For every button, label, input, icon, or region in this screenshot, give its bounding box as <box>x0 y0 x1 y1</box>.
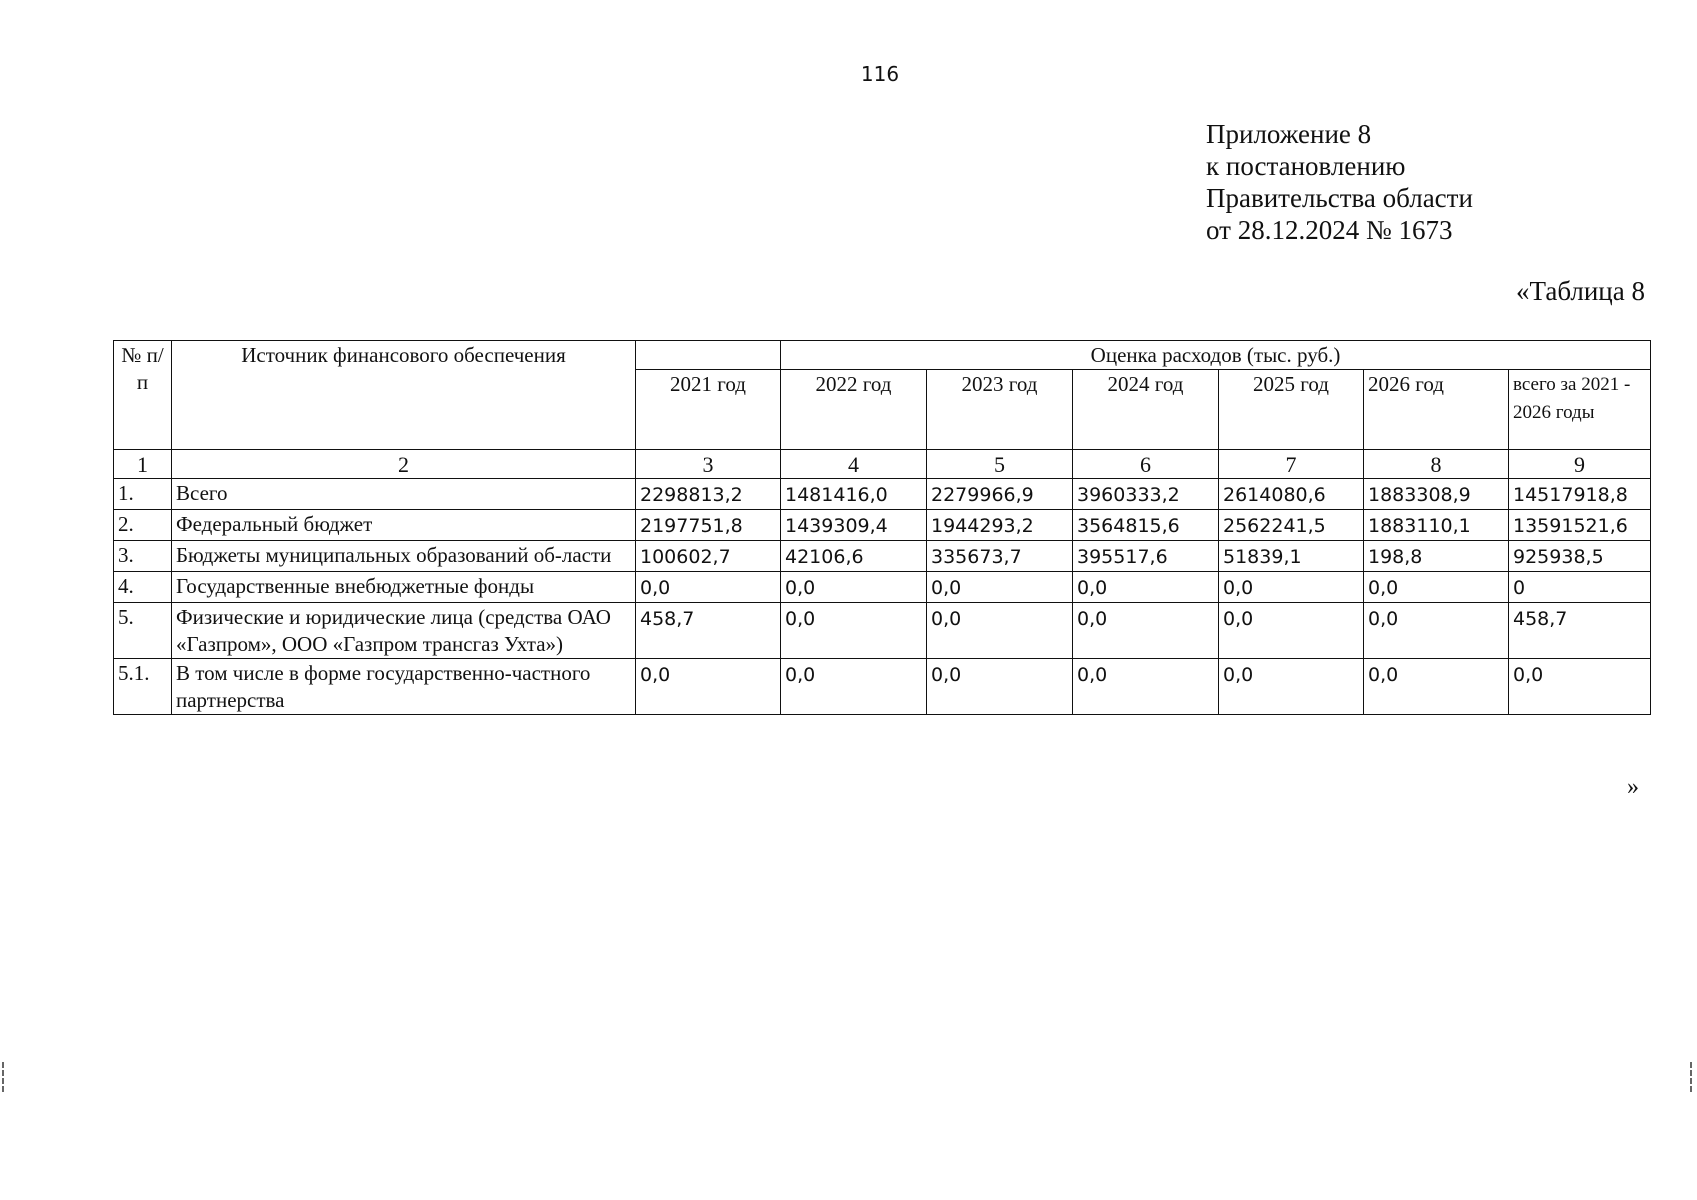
table-row <box>114 659 1651 715</box>
value-cell: 0,0 <box>781 572 927 603</box>
row-source: Федеральный бюджет <box>172 510 636 541</box>
header-source: Источник финансового обеспечения <box>172 341 636 450</box>
value-cell: 0,0 <box>1364 659 1509 715</box>
header-empty-cell <box>636 341 781 370</box>
total-cell: 14517918,8 <box>1509 479 1651 510</box>
table-row <box>114 603 1651 659</box>
value-cell: 458,7 <box>636 603 781 659</box>
value-cell: 1944293,2 <box>927 510 1073 541</box>
row-source: Физические и юридические лица (средства ОАО «Газпром», ООО «Газпром трансгаз Ухта») <box>172 603 636 659</box>
value-cell: 0,0 <box>1219 572 1364 603</box>
table-row <box>114 541 1651 572</box>
column-number: 3 <box>636 450 781 479</box>
value-cell: 1883110,1 <box>1364 510 1509 541</box>
value-cell: 2197751,8 <box>636 510 781 541</box>
column-number: 5 <box>927 450 1073 479</box>
header-row-1 <box>114 341 1651 370</box>
closing-quote: » <box>1627 774 1639 800</box>
value-cell: 2279966,9 <box>927 479 1073 510</box>
header-estimate: Оценка расходов (тыс. руб.) <box>781 341 1651 370</box>
value-cell: 0,0 <box>1219 603 1364 659</box>
financing-table <box>113 340 1651 715</box>
value-cell: 0,0 <box>1073 659 1219 715</box>
total-cell: 458,7 <box>1509 603 1651 659</box>
appendix-header <box>1206 118 1473 246</box>
value-cell: 1439309,4 <box>781 510 927 541</box>
value-cell: 2614080,6 <box>1219 479 1364 510</box>
value-cell: 0,0 <box>781 603 927 659</box>
value-cell: 3960333,2 <box>1073 479 1219 510</box>
row-number: 3. <box>114 541 172 572</box>
value-cell: 0,0 <box>1219 659 1364 715</box>
value-cell: 2298813,2 <box>636 479 781 510</box>
value-cell: 0,0 <box>1073 603 1219 659</box>
scan-margin-mark <box>1690 1062 1695 1092</box>
header-year: 2023 год <box>927 370 1073 450</box>
column-number: 1 <box>114 450 172 479</box>
appendix-line: к постановлению <box>1206 151 1406 181</box>
total-cell: 0 <box>1509 572 1651 603</box>
header-year: 2022 год <box>781 370 927 450</box>
row-source: Бюджеты муниципальных образований об-ласти <box>172 541 636 572</box>
row-number: 5. <box>114 603 172 659</box>
scan-margin-mark <box>2 1062 7 1092</box>
column-number: 8 <box>1364 450 1509 479</box>
column-number: 7 <box>1219 450 1364 479</box>
value-cell: 0,0 <box>636 572 781 603</box>
value-cell: 2562241,5 <box>1219 510 1364 541</box>
value-cell: 100602,7 <box>636 541 781 572</box>
header-year: 2021 год <box>636 370 781 450</box>
table-row <box>114 572 1651 603</box>
value-cell: 51839,1 <box>1219 541 1364 572</box>
column-number-row <box>114 450 1651 479</box>
header-total: всего за 2021 - 2026 годы <box>1509 370 1651 450</box>
total-cell: 13591521,6 <box>1509 510 1651 541</box>
row-number: 1. <box>114 479 172 510</box>
row-number: 5.1. <box>114 659 172 715</box>
value-cell: 3564815,6 <box>1073 510 1219 541</box>
row-number: 4. <box>114 572 172 603</box>
value-cell: 0,0 <box>636 659 781 715</box>
appendix-line: Правительства области <box>1206 183 1473 213</box>
value-cell: 1883308,9 <box>1364 479 1509 510</box>
page-number: 116 <box>860 62 900 86</box>
table-caption: «Таблица 8 <box>1516 276 1645 306</box>
value-cell: 0,0 <box>1073 572 1219 603</box>
column-number: 6 <box>1073 450 1219 479</box>
value-cell: 0,0 <box>1364 603 1509 659</box>
table-row <box>114 510 1651 541</box>
appendix-line: от 28.12.2024 № 1673 <box>1206 215 1453 245</box>
value-cell: 395517,6 <box>1073 541 1219 572</box>
header-year: 2025 год <box>1219 370 1364 450</box>
table-row <box>114 479 1651 510</box>
column-number: 9 <box>1509 450 1651 479</box>
header-year: 2024 год <box>1073 370 1219 450</box>
row-number: 2. <box>114 510 172 541</box>
value-cell: 42106,6 <box>781 541 927 572</box>
value-cell: 335673,7 <box>927 541 1073 572</box>
row-source: В том числе в форме государственно-частного партнерства <box>172 659 636 715</box>
value-cell: 0,0 <box>781 659 927 715</box>
total-cell: 0,0 <box>1509 659 1651 715</box>
value-cell: 0,0 <box>927 659 1073 715</box>
row-source: Государственные внебюджетные фонды <box>172 572 636 603</box>
header-no: № п/п <box>114 341 172 450</box>
column-number: 4 <box>781 450 927 479</box>
value-cell: 0,0 <box>927 603 1073 659</box>
value-cell: 198,8 <box>1364 541 1509 572</box>
column-number: 2 <box>172 450 636 479</box>
value-cell: 0,0 <box>1364 572 1509 603</box>
header-year: 2026 год <box>1364 370 1509 450</box>
row-source: Всего <box>172 479 636 510</box>
value-cell: 0,0 <box>927 572 1073 603</box>
appendix-line: Приложение 8 <box>1206 119 1372 149</box>
value-cell: 1481416,0 <box>781 479 927 510</box>
total-cell: 925938,5 <box>1509 541 1651 572</box>
